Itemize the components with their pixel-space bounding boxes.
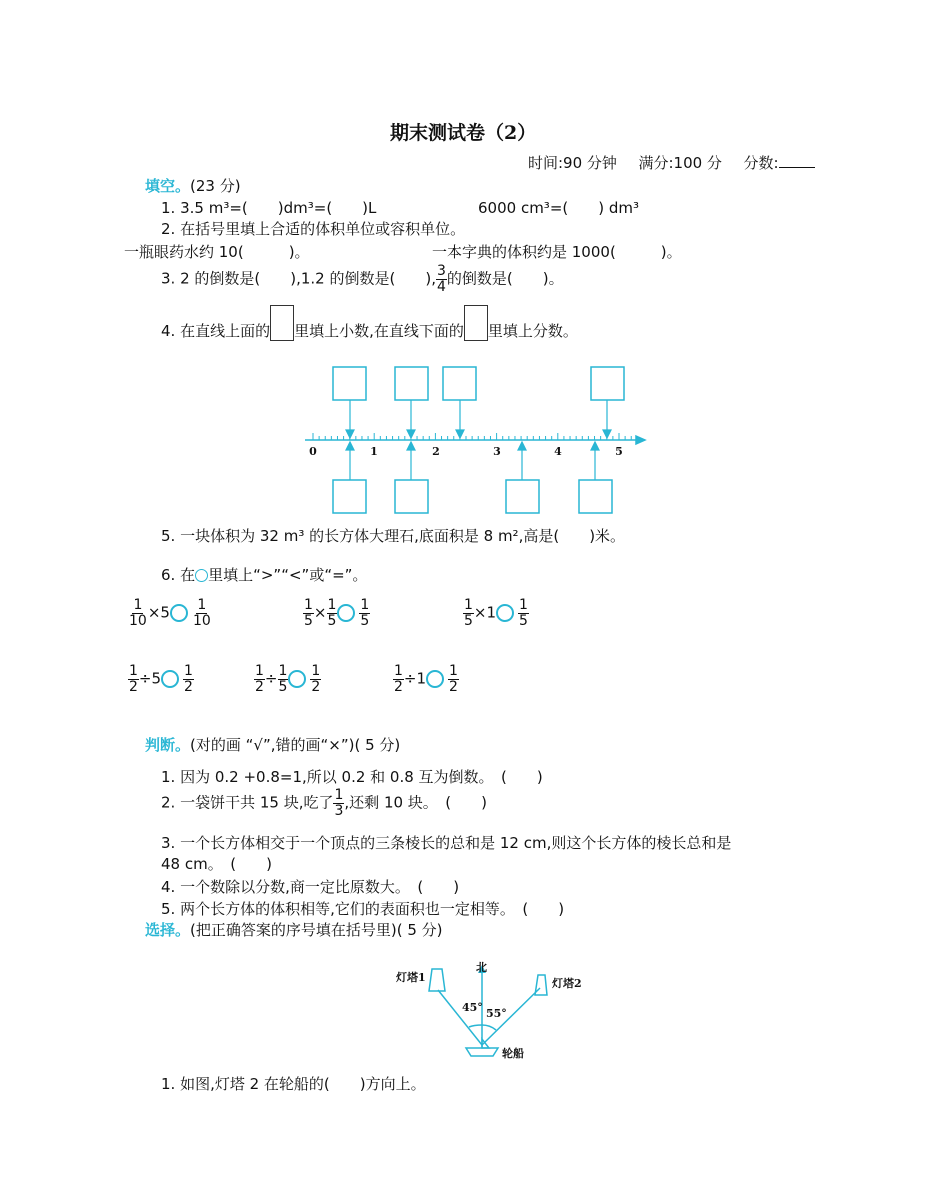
fraction-numerator: 1 [327,597,337,613]
fraction-numerator: 3 [436,263,446,279]
q4-part3: 里填上分数。 [487,322,578,340]
fraction-numerator: 1 [519,597,528,613]
score-label: 分数: [743,154,779,172]
fraction-denominator: 5 [304,612,313,629]
tower1-label: 灯塔1 [396,971,426,984]
answer-box-top-3[interactable] [443,367,476,400]
q2-part-b: 一本字典的体积约是 1000( )。 [432,243,682,261]
answer-box-top-4[interactable] [591,367,624,400]
q4-part2: 里填上小数,在直线下面的 [294,322,464,340]
angle-label-45: 45° [462,1001,483,1014]
section-choice [145,919,443,940]
circle-icon [195,569,208,582]
compare-circle[interactable] [337,604,355,622]
answer-box-bottom-4[interactable] [579,480,612,513]
q5-text: 5. 一块体积为 32 m³ 的长方体大理石,底面积是 8 m²,高是( )米。 [161,527,626,545]
score-blank[interactable] [779,153,815,168]
section-points: (把正确答案的序号填在括号里)( 5 分) [190,921,443,939]
fraction [310,664,321,694]
section-points: (对的画 “√”,错的画“×”)( 5 分) [190,736,401,754]
top-answer-boxes [333,367,624,400]
fraction-numerator: 1 [334,787,344,803]
fraction-numerator: 1 [311,663,321,679]
judge-item-3a: 3. 一个长方体相交于一个顶点的三条棱长的总和是 12 cm,则这个长方体的棱长总和是 [161,834,732,852]
fraction [359,598,370,628]
section-true-false [145,734,400,755]
q6-part2: 里填上“>”“<”或“=”。 [208,566,368,584]
compare-item [393,664,459,694]
number-line-labels [309,445,623,458]
fraction-denominator: 5 [360,612,370,629]
section-label: 判断。 [145,736,191,754]
page-title: 期末测试卷（2） [390,122,537,144]
fraction-numerator: 1 [278,663,288,679]
fraction-denominator: 4 [436,278,446,295]
compare-circle[interactable] [161,670,179,688]
fraction-denominator: 5 [519,612,528,629]
fraction-numerator: 1 [255,663,264,679]
fraction-numerator: 1 [360,597,370,613]
operator: ×5 [147,603,170,622]
section-points: (23 分) [190,177,241,195]
compare-item [128,598,212,628]
fraction [183,664,194,694]
judge-2-part1: 2. 一袋饼干共 15 块,吃了 [161,793,334,812]
compare-circle[interactable] [170,604,188,622]
fraction [518,598,529,628]
fraction [448,664,459,694]
north-label: 北 [476,961,487,974]
q3 [161,264,564,294]
compare-item [463,598,529,628]
answer-box [270,305,294,341]
compare-circle[interactable] [288,670,306,688]
fraction [393,664,404,694]
compare-circle[interactable] [426,670,444,688]
fraction-numerator: 1 [394,663,403,679]
section-fill-in [145,175,241,196]
full-score: 满分:100 分 [638,154,722,172]
top-arrows [346,400,611,438]
q3-fraction [436,264,447,294]
fraction-denominator: 5 [327,612,337,629]
compare-circle[interactable] [496,604,514,622]
ship-icon [466,1048,498,1056]
bottom-answer-boxes [333,480,612,513]
fraction-numerator: 1 [449,663,458,679]
fraction [128,598,148,628]
ship-label: 轮船 [502,1047,524,1060]
q4-part1: 4. 在直线上面的 [161,322,271,340]
line-to-tower1 [438,990,482,1045]
fraction-denominator: 2 [311,678,321,695]
fraction-denominator: 2 [255,678,264,695]
tick-label-3: 3 [493,445,501,458]
angle-label-55: 55° [486,1007,507,1020]
q6 [161,564,367,585]
fraction-denominator: 2 [394,678,403,695]
section-label: 填空。 [145,177,191,195]
operator: × [313,603,327,622]
tick-label-0: 0 [309,445,317,458]
lighthouse-diagram [392,955,602,1065]
operator: ×1 [473,603,497,622]
q6-part1: 6. 在 [161,566,196,584]
q1-part-a: 1. 3.5 m³=( )dm³=( )L [161,199,377,217]
judge-item-4: 4. 一个数除以分数,商一定比原数大。 ( ) [161,878,460,896]
fraction-numerator: 1 [184,663,193,679]
tick-label-1: 1 [370,445,378,458]
answer-box-top-2[interactable] [395,367,428,400]
fraction-numerator: 1 [304,597,313,613]
q2-text: 2. 在括号里填上合适的体积单位或容积单位。 [161,220,466,238]
answer-box-bottom-2[interactable] [395,480,428,513]
q4 [161,305,578,341]
exam-header [528,152,815,173]
fraction-denominator: 5 [464,612,473,629]
fraction-denominator: 2 [449,678,458,695]
answer-box-bottom-3[interactable] [506,480,539,513]
judge-2-part2: ,还剩 10 块。 ( ) [344,793,488,812]
angle-arc-45 [469,1025,482,1027]
fraction [128,664,139,694]
fraction [303,598,314,628]
tower2-label: 灯塔2 [552,977,582,990]
judge-item-5: 5. 两个长方体的体积相等,它们的表面积也一定相等。 ( ) [161,900,565,918]
fraction-denominator: 2 [184,678,193,695]
fraction-denominator: 2 [129,678,138,695]
fraction-numerator: 1 [133,597,143,613]
fraction [254,664,265,694]
fraction-denominator: 10 [192,612,211,629]
answer-box [464,305,488,341]
number-line-ticks [313,433,631,440]
operator: ÷5 [138,669,162,688]
fraction-numerator: 1 [129,663,138,679]
judge-item-3b: 48 cm。 ( ) [161,855,272,873]
operator: ÷ [264,669,278,688]
judge-item-1: 1. 因为 0.2 +0.8=1,所以 0.2 和 0.8 互为倒数。 ( ) [161,768,543,786]
fraction [333,788,344,818]
fraction-numerator: 1 [197,597,207,613]
tick-label-5: 5 [615,445,623,458]
fraction [463,598,474,628]
choice-item-1: 1. 如图,灯塔 2 在轮船的( )方向上。 [161,1075,426,1093]
answer-box-top-1[interactable] [333,367,366,400]
compare-item [128,664,194,694]
compare-item [303,598,370,628]
answer-box-bottom-1[interactable] [333,480,366,513]
fraction [327,598,338,628]
q3-part1: 3. 2 的倒数是( ),1.2 的倒数是( ), [161,269,436,288]
fraction-numerator: 1 [464,597,473,613]
section-label: 选择。 [145,921,191,939]
tick-label-2: 2 [432,445,440,458]
judge-item-2 [161,788,487,818]
fraction [278,664,289,694]
number-line-figure [300,362,650,517]
fraction [192,598,212,628]
q1-part-b: 6000 cm³=( ) dm³ [478,199,640,217]
fraction-denominator: 5 [278,678,288,695]
lighthouse-1-icon [429,969,445,991]
fraction-denominator: 10 [129,612,147,629]
compare-item [254,664,321,694]
q3-part2: 的倒数是( )。 [446,269,564,288]
q2-part-a: 一瓶眼药水约 10( )。 [124,243,310,261]
fraction-denominator: 3 [334,802,344,819]
operator: ÷1 [403,669,427,688]
tick-label-4: 4 [554,445,562,458]
angle-arc-55 [482,1025,496,1030]
time-limit: 时间:90 分钟 [528,154,617,172]
